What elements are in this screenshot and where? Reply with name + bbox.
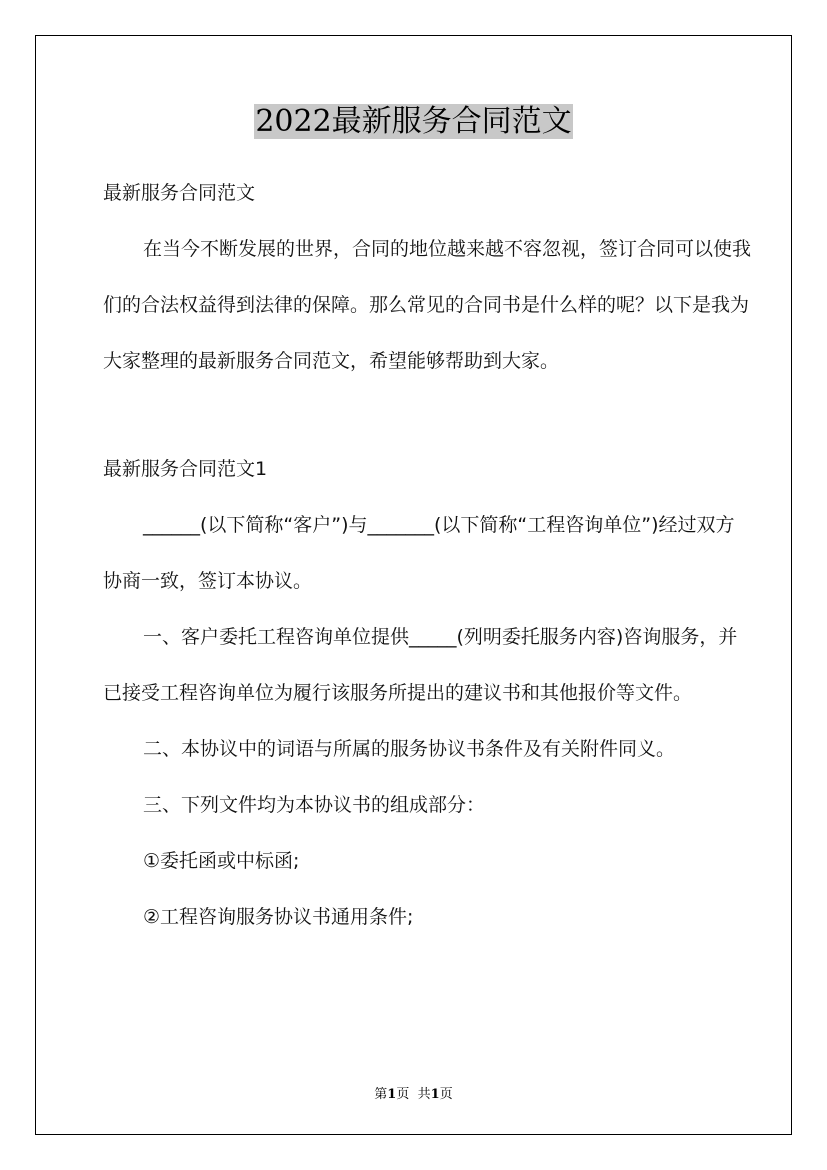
total-label-prefix: 共 [417,1087,431,1102]
section-title: 最新服务合同范文1 [103,458,268,480]
page-label-suffix: 页 [396,1087,410,1102]
paragraph-clause-2: 二、本协议中的词语与所属的服务协议书条件及有关附件同义。 [143,738,676,760]
page-label-prefix: 第 [374,1087,388,1102]
document-subtitle: 最新服务合同范文 [103,182,256,204]
paragraph-clause-3: 三、下列文件均为本协议书的组成部分： [143,794,486,816]
paragraph-parties: ______(以下简称“客户”)与_______(以下简称“工程咨询单位”)经过双方协商一致，签订本协议。 [103,514,735,592]
document-title [0,100,827,144]
section-spacer [103,389,753,441]
page-number: 1 [387,1087,397,1102]
document-body [103,165,753,945]
page-footer [0,1083,827,1102]
paragraph-clause-1: 一、客户委托工程咨询单位提供_____(列明委托服务内容)咨询服务，并已接受工程咨询单位为履行该服务所提出的建议书和其他报价等文件。 [103,626,738,704]
intro-paragraph: 在当今不断发展的世界，合同的地位越来越不容忽视，签订合同可以使我们的合法权益得到法律的保障。那么常见的合同书是什么样的呢？以下是我为大家整理的最新服务合同范文，希望能够帮助到大家。 [103,238,752,372]
total-label-suffix: 页 [439,1087,453,1102]
list-item-2: ②工程咨询服务协议书通用条件; [143,906,414,928]
list-item-1: ①委托函或中标函; [143,850,300,872]
total-pages: 1 [430,1087,440,1102]
document-title-text: 2022最新服务合同范文 [255,104,572,139]
